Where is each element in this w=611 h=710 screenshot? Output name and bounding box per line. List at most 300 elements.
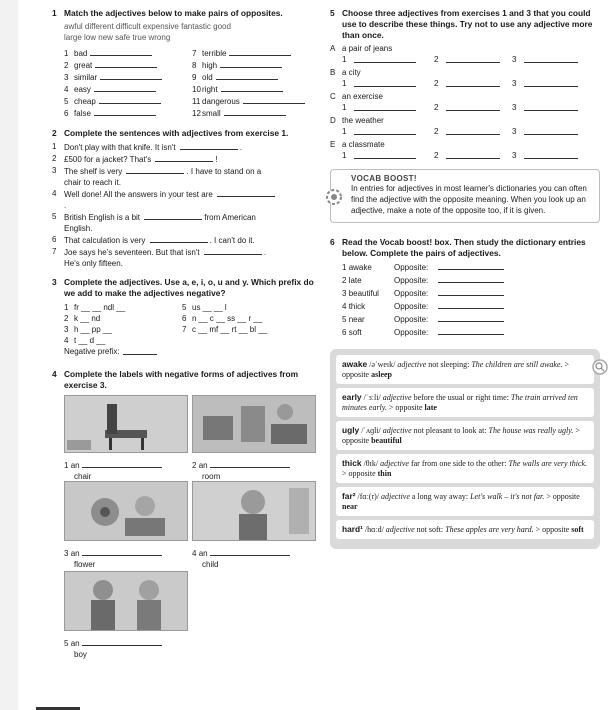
item-word [342, 274, 394, 287]
answer-blank[interactable] [524, 150, 578, 159]
entry-headword: hard¹ [342, 524, 363, 534]
entry-definition: not sleeping: [428, 360, 470, 369]
item-letter: C [330, 92, 336, 101]
item-number: 1 [64, 303, 69, 312]
answer-row [342, 54, 600, 65]
label-2: 2 an room [192, 459, 314, 482]
vocab-boost-box [330, 169, 600, 223]
pair-item [192, 107, 322, 119]
opposite-label: Opposite: [394, 276, 429, 285]
sentence-part: . [64, 201, 67, 210]
answer-number: 1 [342, 55, 347, 64]
label-word: chair [74, 472, 92, 481]
exercise-title: Choose three adjectives from exercises 1 and 3 that you could use to describe these things. Try not to use any adjective more than once. [342, 8, 593, 40]
photo-room [192, 395, 316, 453]
entry-opposite-word: thin [377, 469, 392, 478]
opposite-label: Opposite: [394, 315, 429, 324]
item-number: 10 [192, 85, 201, 94]
flower-illustration [65, 482, 187, 540]
item-number: 5 [342, 315, 347, 324]
pair-item [64, 95, 192, 107]
exercise-6 [330, 237, 600, 339]
pairs-grid [64, 47, 322, 119]
item-number: 11 [192, 97, 201, 106]
sentence-item [52, 211, 322, 234]
item-number: 2 [64, 314, 69, 323]
sentence-item [52, 153, 322, 165]
describe-item [330, 67, 600, 78]
item-word[interactable]: fr __ __ ndl __ [74, 303, 126, 312]
exercise-title: Complete the adjectives. Use a, e, i, o, u and y. Which prefix do we add to make the adjectives negative? [64, 277, 314, 298]
item-word[interactable]: c __ mf __ rt __ bl __ [192, 325, 268, 334]
describe-list [330, 43, 600, 161]
item-word [342, 287, 394, 300]
entry-example: The walls are very thick. [508, 459, 588, 468]
label-answer-blank[interactable] [82, 637, 162, 646]
entry-part-of-speech: adjective [380, 459, 409, 468]
answer-blank[interactable] [180, 141, 238, 150]
answer-blank[interactable] [99, 95, 161, 104]
pair-item [64, 71, 192, 83]
item-word-text: beautiful [348, 289, 379, 298]
answer-blank[interactable] [126, 165, 184, 174]
answer-blank[interactable] [150, 234, 208, 243]
chair-illustration [65, 396, 187, 452]
label-answer-blank[interactable] [82, 547, 162, 556]
item-number: 4 [342, 302, 347, 311]
sentence-text [64, 234, 255, 246]
sentence-text [64, 246, 266, 269]
item-letter: D [330, 116, 336, 125]
opposite-item [342, 287, 600, 300]
boy-illustration [65, 572, 187, 630]
label-4: 4 an child [192, 547, 314, 570]
opposite-item [342, 300, 600, 313]
pair-item [192, 47, 322, 59]
entry-definition: not soft: [416, 525, 444, 534]
opposite-label: Opposite: [394, 263, 429, 272]
vocab-boost-text: In entries for adjectives in most learner's dictionaries you can often find the adjective with the opposite meaning. When you look up an adjective, make a note of the opposite too, if it is given. [351, 184, 587, 215]
pair-item [192, 83, 322, 95]
letter-item [64, 324, 182, 335]
item-thing: a pair of jeans [342, 44, 393, 53]
answer-number: 2 [434, 127, 439, 136]
entry-opposite-word: beautiful [371, 436, 402, 445]
entry-part-of-speech: adjective [382, 426, 412, 435]
entry-headword: awake [342, 359, 368, 369]
letter-item [182, 313, 322, 324]
item-number: 2 [52, 154, 57, 163]
item-number: 12 [192, 109, 201, 118]
label-5: 5 an boy [64, 637, 186, 660]
answer-blank[interactable] [94, 107, 156, 116]
sentence-text [64, 141, 242, 153]
item-number: 1 [342, 263, 347, 272]
dictionary-entry [336, 355, 594, 384]
sentence-text [64, 153, 218, 165]
item-word: bad [74, 49, 88, 58]
item-thing: an exercise [342, 92, 383, 101]
pair-item [64, 83, 192, 95]
answer-blank[interactable] [354, 102, 416, 111]
entry-example: The train arrived ten minutes early. [342, 393, 578, 412]
exercise-title: Complete the labels with negative forms of adjectives from exercise 3. [64, 369, 299, 390]
worksheet-page [18, 0, 611, 710]
label-word: boy [74, 650, 87, 659]
answer-blank[interactable] [221, 83, 283, 92]
pair-item [64, 47, 192, 59]
photo-flower [64, 481, 188, 541]
dictionary-entry [336, 421, 594, 450]
word-box-line: awful different difficult expensive fantastic good [64, 22, 231, 31]
item-word: high [202, 61, 218, 70]
item-number: 8 [192, 61, 197, 70]
item-thing: a classmate [342, 140, 385, 149]
answer-blank[interactable] [446, 126, 500, 135]
sentence-part: £500 for a jacket? That's [64, 155, 152, 164]
answer-number: 1 [342, 103, 347, 112]
entry-pronunciation: /ˈɜːli/ [363, 393, 381, 402]
entry-headword: far² [342, 491, 356, 501]
item-word [342, 261, 394, 274]
item-number: 4 [52, 189, 57, 198]
entry-opposite-label: > opposite [388, 403, 423, 412]
item-number: 3 [52, 166, 57, 175]
item-letter: E [330, 140, 336, 149]
sentence-list [52, 141, 322, 269]
opposite-label: Opposite: [394, 302, 429, 311]
entry-example: Let's walk – it's not far. [470, 492, 545, 501]
entry-opposite-label: > opposite [342, 469, 376, 478]
describe-item [330, 43, 600, 54]
opposite-item [342, 313, 600, 326]
letter-item [64, 335, 182, 346]
pair-item [192, 95, 322, 107]
prefix-label: Negative prefix: [64, 347, 120, 356]
answer-blank[interactable] [216, 71, 278, 80]
item-number: 7 [192, 49, 197, 58]
entry-opposite-word: asleep [371, 370, 392, 379]
sentence-part: from American [204, 213, 256, 222]
sentence-part: That calculation is very [64, 236, 146, 245]
child-illustration [193, 482, 315, 540]
answer-blank[interactable] [524, 102, 578, 111]
sentence-part: English. [64, 224, 93, 233]
negative-prefix-line [52, 346, 322, 357]
item-thing: the weather [342, 116, 384, 125]
sentence-item [52, 246, 322, 269]
answer-number: 2 [434, 55, 439, 64]
answer-number: 3 [512, 79, 517, 88]
item-number: 4 [64, 85, 69, 94]
entry-headword: thick [342, 458, 362, 468]
item-word-text: soft [348, 328, 362, 337]
answer-blank[interactable] [524, 126, 578, 135]
entry-opposite-word: soft [571, 525, 584, 534]
label-word: flower [74, 560, 96, 569]
describe-item [330, 115, 600, 126]
answer-blank[interactable] [95, 59, 157, 68]
prefix-answer-blank[interactable] [123, 346, 157, 355]
entry-example: These apples are very hard. [445, 525, 534, 534]
sentence-part: . I have to stand on a [186, 167, 262, 176]
entry-headword: early [342, 392, 362, 402]
exercise-5 [330, 8, 600, 161]
exercise-2 [52, 128, 322, 269]
sentence-part: He's only fifteen. [64, 259, 123, 268]
dictionary-entries-box [330, 349, 600, 549]
exercise-title: Read the Vocab boost! box. Then study the dictionary entries below. Complete the pairs of adjectives. [342, 237, 586, 258]
answer-blank[interactable] [438, 313, 504, 322]
answer-blank[interactable] [438, 274, 504, 283]
right-column [330, 8, 600, 549]
item-word-text: awake [348, 263, 372, 272]
item-number: 1 [64, 49, 69, 58]
magnifier-icon [592, 359, 608, 375]
entry-pronunciation: /hɑːd/ [364, 525, 384, 534]
sentence-text [64, 211, 256, 234]
item-word[interactable]: n __ c __ ss __ r __ [192, 314, 263, 323]
sentence-text [64, 165, 261, 188]
pair-item [64, 107, 192, 119]
dictionary-entry [336, 388, 594, 417]
item-word [342, 300, 394, 313]
answer-blank[interactable] [144, 211, 202, 220]
entry-example: The house was really ugly. [488, 426, 574, 435]
item-number: 1 [52, 142, 57, 151]
item-word: cheap [74, 97, 96, 106]
answer-blank[interactable] [354, 126, 416, 135]
answer-blank[interactable] [446, 54, 500, 63]
sentence-part: ! [215, 155, 218, 164]
opposite-item [342, 261, 600, 274]
exercise-3 [52, 277, 322, 357]
entry-definition: not pleasant to look at: [413, 426, 487, 435]
word-box [64, 21, 322, 43]
entry-opposite-word: late [424, 403, 437, 412]
exercise-number: 1 [52, 8, 57, 18]
answer-blank[interactable] [354, 150, 416, 159]
entry-opposite-label: > opposite [342, 360, 570, 379]
item-number: 7 [52, 247, 57, 256]
item-word[interactable]: h __ pp __ [74, 325, 112, 334]
item-number: 4 [64, 336, 69, 345]
answer-blank[interactable] [446, 150, 500, 159]
label-1: 1 an chair [64, 459, 186, 482]
dictionary-entry [336, 454, 594, 483]
answer-blank[interactable] [524, 78, 578, 87]
exercise-number: 3 [52, 277, 57, 287]
sentence-item [52, 165, 322, 188]
exercise-title: Complete the sentences with adjectives from exercise 1. [64, 128, 289, 138]
label-answer-blank[interactable] [210, 459, 290, 468]
entry-part-of-speech: adjective [385, 525, 415, 534]
item-number: 2 [64, 61, 69, 70]
item-number: 7 [182, 325, 187, 334]
entry-opposite-label: > opposite [546, 492, 580, 501]
exercise-4 [52, 369, 322, 661]
label-word: child [202, 560, 219, 569]
answer-blank[interactable] [229, 47, 291, 56]
letter-item [64, 313, 182, 324]
item-number: 5 [182, 303, 187, 312]
answer-number: 3 [512, 127, 517, 136]
exercise-number: 5 [330, 8, 335, 18]
item-word: terrible [202, 49, 227, 58]
sentence-part: Well done! All the answers in your test are [64, 190, 213, 199]
entry-opposite-word: near [342, 502, 358, 511]
item-word[interactable]: t __ d __ [74, 336, 106, 345]
sentence-part: chair to reach it. [64, 178, 121, 187]
sentence-part: The shelf is very [64, 167, 123, 176]
answer-blank[interactable] [438, 326, 504, 335]
item-word-text: thick [348, 302, 366, 311]
entry-headword: ugly [342, 425, 360, 435]
answer-blank[interactable] [446, 102, 500, 111]
photo-child [192, 481, 316, 541]
sentence-part: . [263, 248, 267, 257]
answer-blank[interactable] [243, 95, 305, 104]
opposites-list [342, 261, 600, 339]
item-word: similar [74, 73, 98, 82]
answer-blank[interactable] [90, 47, 152, 56]
entry-definition: far from one side to the other: [410, 459, 507, 468]
opposite-label: Opposite: [394, 328, 429, 337]
entry-pronunciation: /ˈʌɡli/ [361, 426, 381, 435]
answer-number: 2 [434, 79, 439, 88]
answer-number: 1 [342, 127, 347, 136]
entry-opposite-label: > opposite [535, 525, 570, 534]
entry-opposite-label: > opposite [342, 426, 580, 445]
gear-icon [325, 188, 343, 206]
messy-room-illustration [193, 396, 315, 452]
entry-definition: a long way away: [411, 492, 469, 501]
sentence-part: . I can't do it. [209, 236, 255, 245]
item-word: dangerous [202, 97, 240, 106]
photo-boy [64, 571, 188, 631]
label-answer-blank[interactable] [210, 547, 290, 556]
photo-chair [64, 395, 188, 453]
opposite-label: Opposite: [394, 289, 429, 298]
sentence-item [52, 141, 322, 153]
answer-blank[interactable] [438, 287, 504, 296]
pair-item [192, 71, 322, 83]
item-number: 2 [342, 276, 347, 285]
item-number: 6 [342, 328, 347, 337]
entry-pronunciation: /fɑː(r)/ [357, 492, 380, 501]
entry-part-of-speech: adjective [397, 360, 427, 369]
item-number: 6 [182, 314, 187, 323]
sentence-item [52, 234, 322, 246]
item-word: false [74, 109, 91, 118]
item-word-text: late [348, 276, 362, 285]
pictures-area [52, 395, 322, 661]
answer-number: 2 [434, 103, 439, 112]
pair-item [192, 59, 322, 71]
answer-blank[interactable] [224, 107, 286, 116]
answer-row [342, 78, 600, 89]
describe-item [330, 139, 600, 150]
left-column [52, 8, 322, 661]
exercise-number: 2 [52, 128, 57, 138]
letter-item [182, 302, 322, 313]
item-word: right [202, 85, 218, 94]
answer-number: 2 [434, 151, 439, 160]
answer-row [342, 126, 600, 137]
item-number: 6 [52, 235, 57, 244]
opposite-item [342, 274, 600, 287]
item-word: easy [74, 85, 91, 94]
label-word: room [202, 472, 221, 481]
dictionary-entry [336, 487, 594, 516]
item-word-text: near [348, 315, 365, 324]
label-answer-blank[interactable] [82, 459, 162, 468]
answer-blank[interactable] [204, 246, 262, 255]
exercise-title: Match the adjectives below to make pairs of opposites. [64, 8, 283, 18]
answer-number: 3 [512, 151, 517, 160]
entry-pronunciation: /əˈweɪk/ [369, 360, 396, 369]
answer-blank[interactable] [155, 153, 213, 162]
answer-blank[interactable] [220, 59, 282, 68]
answer-blank[interactable] [438, 300, 504, 309]
item-word[interactable]: k __ nd [74, 314, 101, 323]
item-word: old [202, 73, 213, 82]
item-letter: A [330, 44, 336, 53]
item-number: 3 [64, 73, 69, 82]
answer-number: 1 [342, 79, 347, 88]
letter-item [182, 324, 322, 335]
exercise-number: 6 [330, 237, 335, 247]
answer-blank[interactable] [446, 78, 500, 87]
label-3: 3 an flower [64, 547, 186, 570]
dictionary-entry [336, 520, 594, 539]
exercise-number: 4 [52, 369, 57, 379]
item-number: 5 [52, 212, 57, 221]
item-word: great [74, 61, 93, 70]
item-word [342, 326, 394, 339]
answer-blank[interactable] [354, 78, 416, 87]
item-word[interactable]: us __ __ l [192, 303, 227, 312]
sentence-part: . [239, 143, 243, 152]
word-box-line: large low new safe true wrong [64, 33, 171, 42]
answer-row [342, 150, 600, 161]
answer-blank[interactable] [100, 71, 162, 80]
letter-item [182, 335, 322, 346]
item-number: 9 [192, 73, 197, 82]
item-letter: B [330, 68, 336, 77]
answer-blank[interactable] [94, 83, 156, 92]
answer-number: 3 [512, 103, 517, 112]
sentence-text [64, 188, 277, 211]
answer-blank[interactable] [524, 54, 578, 63]
entry-definition: before the usual or right time: [413, 393, 509, 402]
sentence-item [52, 188, 322, 211]
vocab-boost-title: VOCAB BOOST! [351, 174, 417, 183]
letter-item [64, 302, 182, 313]
item-number: 6 [64, 109, 69, 118]
answer-blank[interactable] [217, 188, 275, 197]
answer-blank[interactable] [438, 261, 504, 270]
item-number: 5 [64, 97, 69, 106]
entry-part-of-speech: adjective [381, 492, 410, 501]
item-number: 3 [64, 325, 69, 334]
item-thing: a city [342, 68, 361, 77]
item-number: 3 [342, 289, 347, 298]
entry-example: The children are still awake. [471, 360, 563, 369]
answer-blank[interactable] [354, 54, 416, 63]
entry-part-of-speech: adjective [382, 393, 412, 402]
describe-item [330, 91, 600, 102]
